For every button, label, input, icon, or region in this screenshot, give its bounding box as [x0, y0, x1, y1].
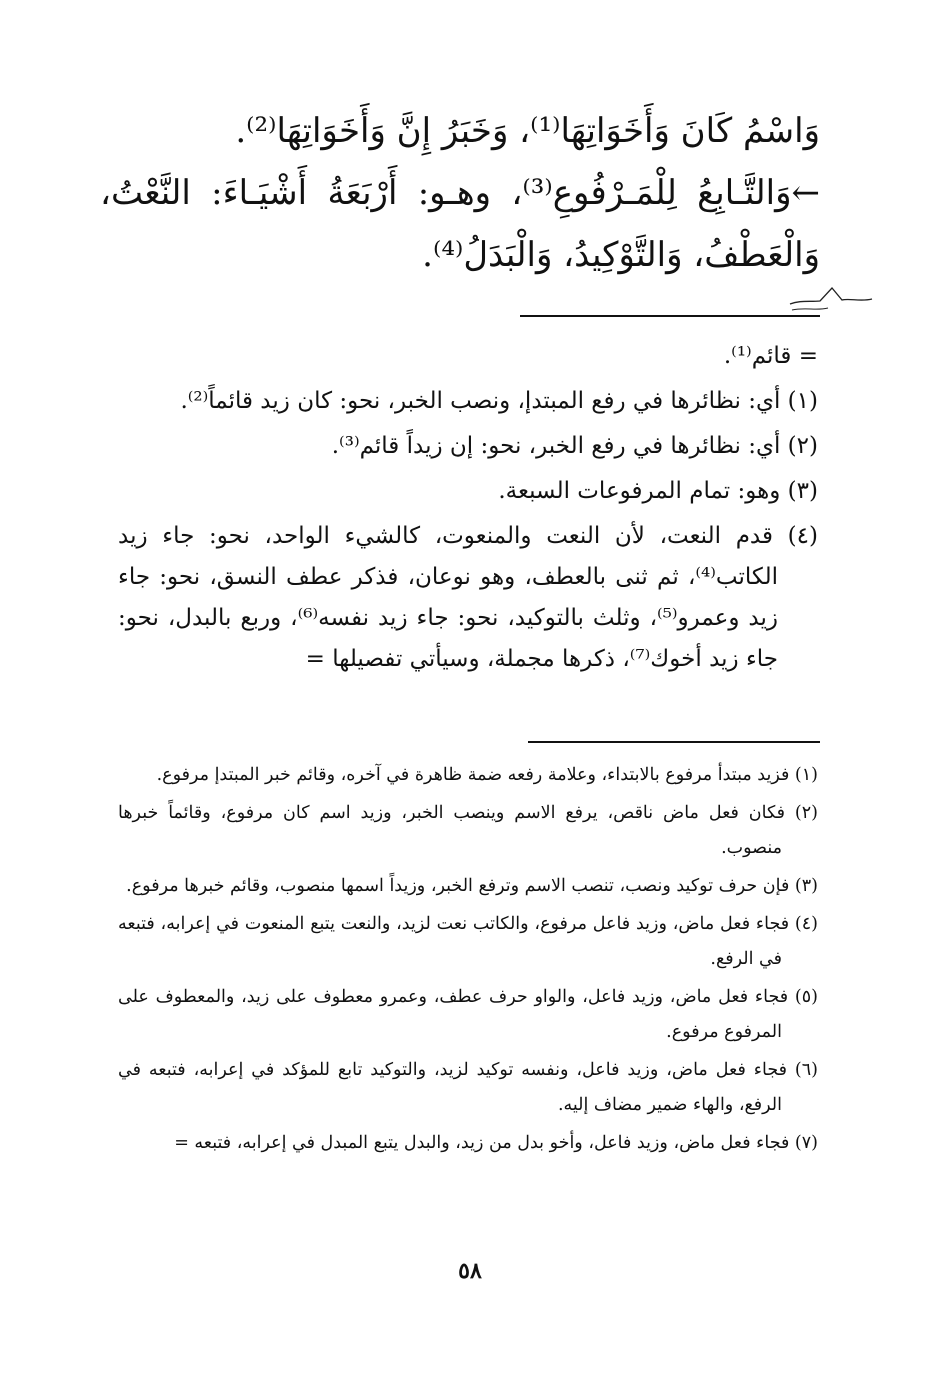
footnote-divider — [528, 741, 820, 743]
footnote-2: (٢) فكان فعل ماض ناقص، يرفع الاسم وينصب الخبر، وزيد اسم كان مرفوع، وقائماً خبرها منصوب. — [118, 803, 818, 858]
footnote-1: (١) فزيد مبتدأ مرفوع بالابتداء، وعلامة رفعه ضمة ظاهرة في آخره، وقائم خبر المبتدإ مرفوع. — [156, 765, 818, 785]
footnotes — [118, 758, 818, 1164]
commentary — [118, 336, 818, 684]
main-text-line-1: وَاسْمُ كَانَ وَأَخَوَاتِهَا⁽¹⁾، وَخَبَرُ إِنَّ وَأَخَوَاتِهَا⁽²⁾. — [235, 111, 820, 151]
handwritten-annotation — [786, 280, 876, 316]
footnote-5: (٥) فجاء فعل ماض، وزيد فاعل، والواو حرف عطف، وعمرو معطوف على زيد، والمعطوف على المرفوع مرفوع. — [118, 987, 818, 1042]
commentary-note-2: (٢) أي: نظائرها في رفع الخبر، نحو: إن زيداً قائم⁽³⁾. — [331, 433, 818, 459]
section-divider-top — [520, 315, 820, 317]
commentary-continuation: = قائم⁽¹⁾. — [723, 343, 818, 369]
page-number: ٥٨ — [458, 1258, 482, 1284]
footnote-3: (٣) فإن حرف توكيد ونصب، تنصب الاسم وترفع الخبر، وزيداً اسمها منصوب، وقائم خبرها مرفوع. — [126, 876, 818, 896]
footnote-4: (٤) فجاء فعل ماض، وزيد فاعل مرفوع، والكاتب نعت لزيد، والنعت يتبع المنعوت في إعرابه، فتبعه في الرفع. — [118, 914, 818, 969]
main-text-paragraph-2: ←وَالتَّـابِعُ لِلْمَـرْفُوعِ⁽³⁾، وهـو: أَرْبَعَةُ أَشْيَـاءَ: النَّعْتُ، وَالْعَطْفُ، وَالتَّوْكِيدُ، وَالْبَدَلُ⁽⁴⁾. — [100, 173, 820, 275]
footnote-7: (٧) فجاء فعل ماض، وزيد فاعل، وأخو بدل من زيد، والبدل يتبع المبدل في إعرابه، فتبعه = — [174, 1133, 818, 1153]
commentary-note-4: (٤) قدم النعت، لأن النعت والمنعوت، كالشيء الواحد، نحو: جاء زيد الكاتب⁽⁴⁾، ثم ثنى بالعطف، وهو نوعان، فذكر عطف النسق، نحو: جاء زيد وعمرو⁽⁵⁾، وثلث بالتوكيد، نحو: جاء زيد نفسه⁽⁶⁾، وربع بالبدل، نحو: جاء زيد أخوك⁽⁷⁾، ذكرها مجملة، وسيأتي تفصيلها = — [118, 523, 818, 672]
commentary-note-1: (١) أي: نظائرها في رفع المبتدإ، ونصب الخبر، نحو: كان زيد قائماً⁽²⁾. — [180, 388, 818, 414]
footnote-6: (٦) فجاء فعل ماض، وزيد فاعل، ونفسه توكيد لزيد، والتوكيد تابع للمؤكد في إعرابه، فتبعه في الرفع، والهاء ضمير مضاف إليه. — [118, 1060, 818, 1115]
commentary-note-3: (٣) وهو: تمام المرفوعات السبعة. — [498, 478, 818, 504]
main-text — [100, 100, 820, 286]
